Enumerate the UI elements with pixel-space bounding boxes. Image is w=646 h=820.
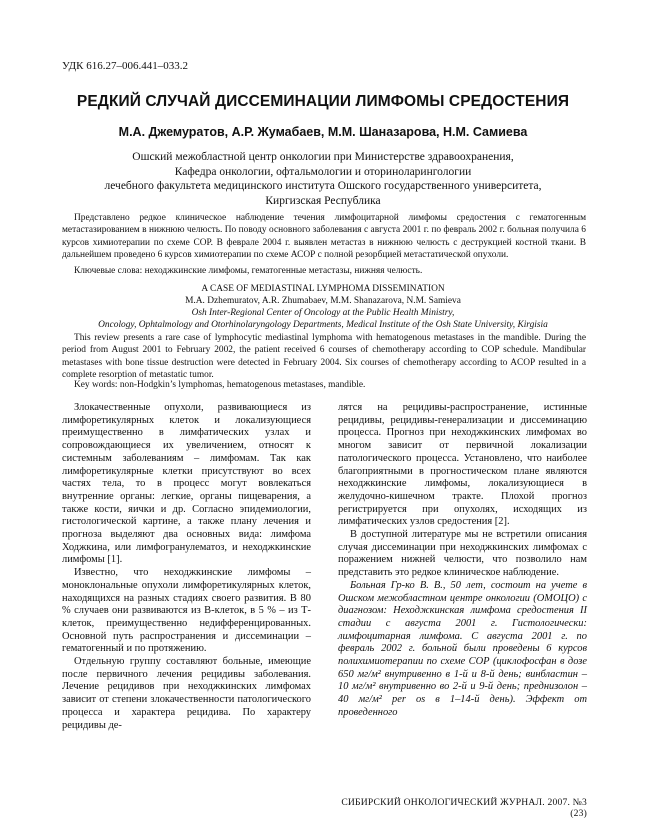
body-paragraph: Известно, что неходжкинские лимфомы – моноклональные опухоли лимфоретикулярных клеток, находящихся на разных стадиях своего развития. В 80 % случаев они развиваются из В-клеток, в 5 % – из Т-клеток, преимущественно недифференцированных. Основной путь распространения и диссеминации – гематогенный и по протяжению. xyxy=(62,567,311,655)
affiliation-line: Киргизская Республика xyxy=(265,194,381,207)
abstract-russian-text: Представлено редкое клиническое наблюдение течения лимфоцитарной лимфомы средостения с гематогенным метастазированием в нижнюю челюсть. По поводу основного заболевания с августа 2001 г. по февраль 2002 г. больная получила 6 курсов химиотерапии по схеме СОР. В феврале 2004 г. выявлен метастаз в нижнюю челюсть с деструкцией костной ткани. В дальнейшем проведено 6 курсов химиотерапии по схеме АСОР с полной резорбцией метастатической опухоли. xyxy=(62,213,586,260)
body-paragraph: В доступной литературе мы не встретили описания случая диссеминации при неходжкинских лимфомах с поражением нижней челюсти, что позволило нам представить это редкое клиническое наблюдение. xyxy=(338,529,587,579)
affiliation-block xyxy=(60,150,586,208)
body-paragraph: лятся на рецидивы-распространение, истинные рецидивы, рецидивы-генерализации и диссеминацию процесса. Прогноз при неходжкинских лимфомах во многом зависит от первичной локализации патологического процесса. Установлено, что наиболее благоприятными в прогностическом плане являются неходжкинские лимфомы, локализующиеся в желудочно-кишечном тракте. Плохой прогноз регистрируется при опухолях, исходящих из лимфатических узлов средостения [2]. xyxy=(338,402,587,528)
article-title: РЕДКИЙ СЛУЧАЙ ДИССЕМИНАЦИИ ЛИМФОМЫ СРЕДОСТЕНИЯ xyxy=(76,93,570,110)
authors-line: М.А. Джемуратов, А.Р. Жумабаев, М.М. Шаназарова, Н.М. Самиева xyxy=(118,125,528,139)
abstract-english xyxy=(62,332,586,381)
keywords-russian: Ключевые слова: неходжкинские лимфомы, гематогенные метастазы, нижняя челюсть. xyxy=(74,266,423,276)
case-report-paragraph: Больная Гр-ко В. В., 50 лет, состоит на учете в Ошском межобластном центре онкологии (ОМОЦО) с диагнозом: Неходжкинская лимфома средостения II стадии с августа 2001 г. Гистологически: лимфоцитарная лимфома. С августа 2001 г. по февраль 2002 г. больной были проведены 6 курсов полихимиотерапии по схеме СОР (циклофосфан в дозе 650 мг/м² внутривенно в 1-й и 8-й день; винбластин – 10 мг/м² внутривенно во 2-й и 9-й день; преднизолон – 40 мг/м² per os в 1–14-й день). Эффект от проведенного xyxy=(338,579,587,718)
journal-footer: СИБИРСКИЙ ОНКОЛОГИЧЕСКИЙ ЖУРНАЛ. 2007. №3 (23) xyxy=(341,797,587,819)
udk-code: УДК 616.27–006.441–033.2 xyxy=(62,60,189,72)
body-column-right xyxy=(338,402,587,720)
affiliation-line: Ошский межобластной центр онкологии при Министерстве здравоохранения, xyxy=(132,151,514,163)
english-affiliation-line: Oncology, Ophtalmology and Otorhinolaryngology Departments, Medical Institute of the Osh State University, Kirgisia xyxy=(98,320,548,330)
abstract-russian xyxy=(62,212,586,261)
body-paragraph: Злокачественные опухоли, развивающиеся из лимфоретикулярных клеток и локализующиеся преимущественно в лимфатических узлах и сопровождающиеся их увеличением, относят к системным заболеваниям – лимфомам. Так как лимфоретикулярные клетки присутствуют во всех частях тела, то в процесс могут вовлекаться внутренние органы: легкие, органы пищеварения, а также кости, яички и др. Согласно эпидемиологии, гистологической картине, а также плану лечения и прогноза выделяют два основных вида: лимфома Ходжкина, или лимфогранулематоз, и неходжкинские лимфомы [1]. xyxy=(62,402,311,566)
affiliation-line: Кафедра онкологии, офтальмологии и оториноларингологии xyxy=(174,165,472,178)
english-affiliation-line: Osh Inter-Regional Center of Oncology at the Public Health Ministry, xyxy=(191,308,455,318)
english-title: A CASE OF MEDIASTINAL LYMPHOMA DISSEMINATION xyxy=(201,284,445,294)
body-paragraph: Отдельную группу составляют больные, имеющие после первичного лечения рецидивы заболевания. Лечение рецидивов при неходжкинских лимфомах зависит от степени злокачественности патологического процесса и характера рецидива. По характеру рецидивы де- xyxy=(62,656,311,731)
affiliation-line: лечебного факультета медицинского института Ошского государственного университета, xyxy=(104,180,542,193)
english-authors: M.A. Dzhemuratov, A.R. Zhumabaev, M.M. Shanazarova, N.M. Samieva xyxy=(185,296,461,306)
keywords-english: Key words: non-Hodgkin’s lymphomas, hematogenous metastases, mandible. xyxy=(74,380,366,390)
abstract-english-text: This review presents a rare case of lymphocytic mediastinal lymphoma with hematogenous metastases in the mandible. During the period from August 2001 to February 2002, the patient received 6 courses of chemotherapy according to COP schedule. Mandibular metastases with bone tissue destruction were detected in February 2004. Six courses of chemotherapy according to ACOP resulted in a complete resorption of metastatic tumor. xyxy=(62,333,586,380)
body-column-left xyxy=(62,402,311,732)
